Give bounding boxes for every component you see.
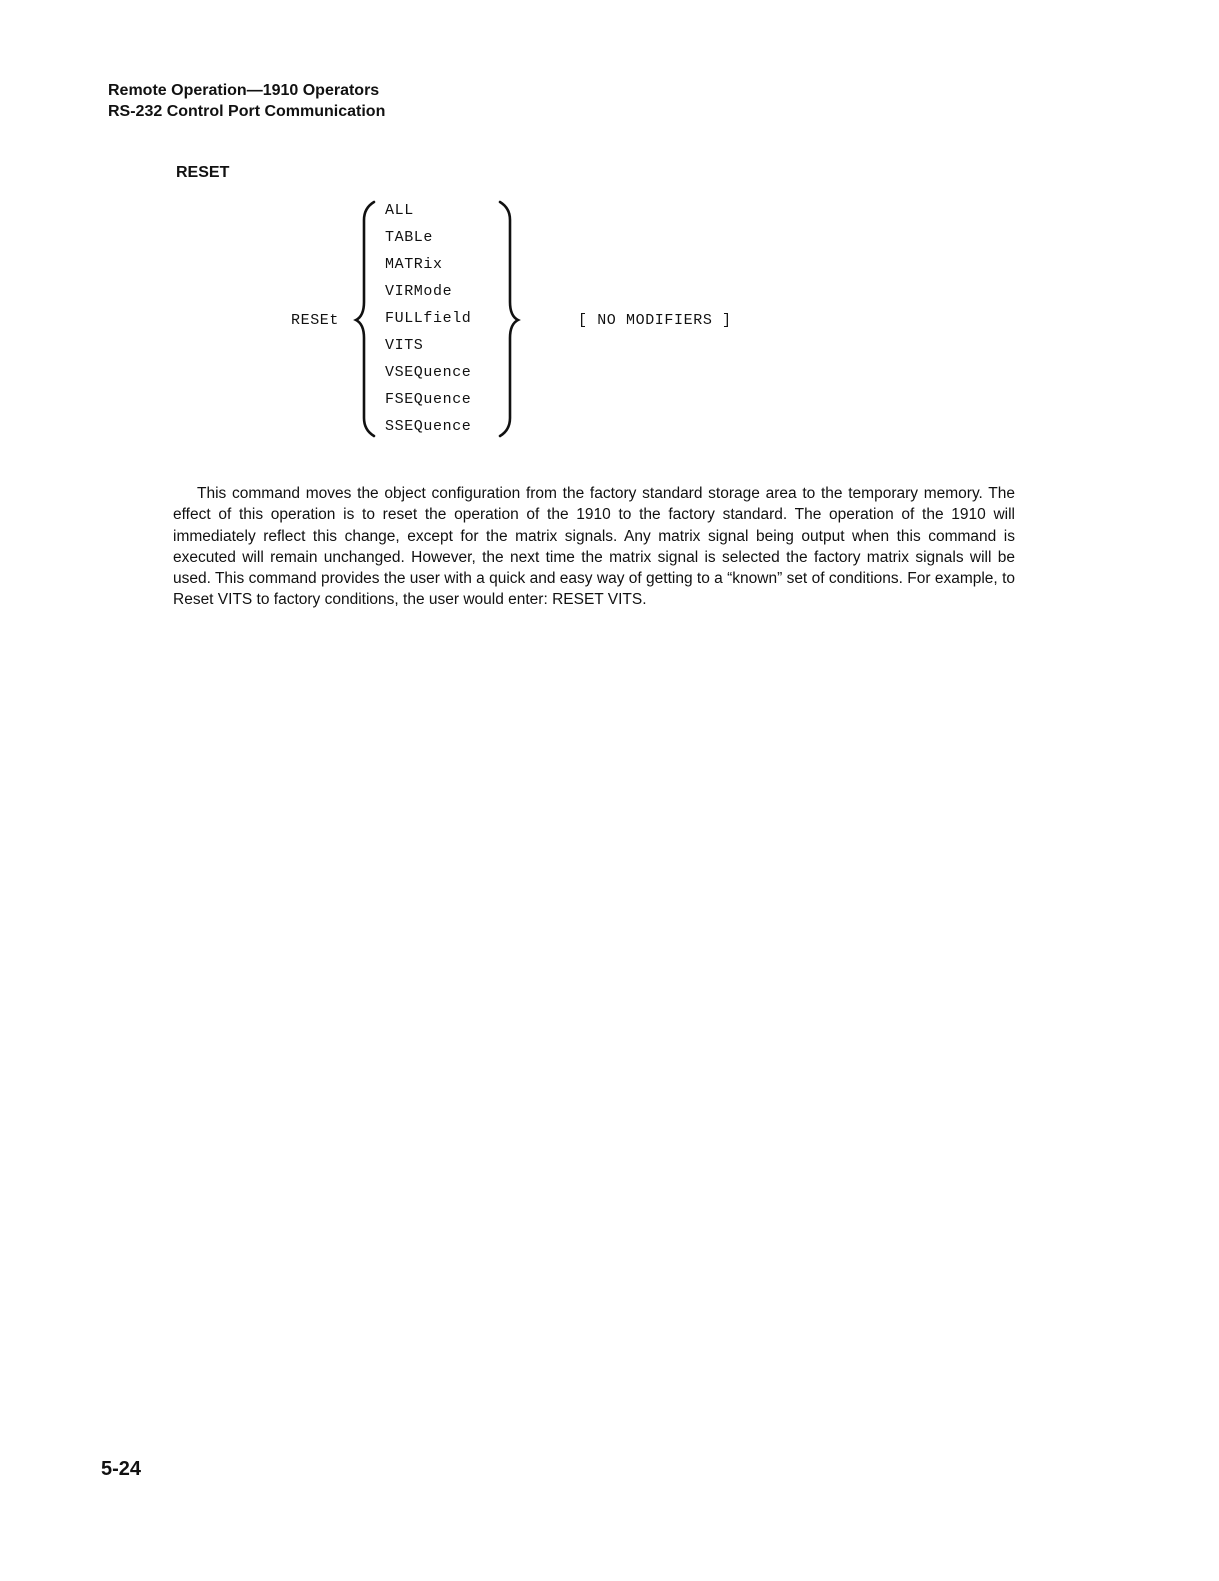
syntax-option: VIRMode	[385, 283, 453, 300]
syntax-diagram	[0, 0, 1219, 460]
description-paragraph: This command moves the object configuration from the factory standard storage area to the temporary memory. The effect of this operation is to reset the operation of the 1910 to the factory standard. The operation of the 1910 will immediately reflect this change, except for the matrix signals. Any matrix signal being output when this command is executed will remain unchanged. However, the next time the matrix signal is selected the factory matrix signals will be used. This command provides the user with a quick and easy way of getting to a “known” set of conditions. For example, to Reset VITS to factory conditions, the user would enter: RESET VITS.	[173, 485, 1015, 609]
page-number: 5-24	[101, 1458, 142, 1480]
syntax-option: VITS	[385, 337, 424, 354]
syntax-option: SSEQuence	[385, 418, 472, 435]
running-head-title: Remote Operation—1910 Operators	[108, 82, 380, 99]
left-brace-icon	[352, 198, 386, 438]
syntax-option: ALL	[385, 202, 414, 219]
section-heading: RESET	[176, 164, 230, 181]
syntax-option: TABLe	[385, 229, 434, 246]
right-brace-icon	[494, 198, 528, 438]
syntax-option: FSEQuence	[385, 391, 472, 408]
running-head-subtitle: RS-232 Control Port Communication	[108, 103, 386, 120]
syntax-modifiers: [ NO MODIFIERS ]	[578, 312, 732, 329]
syntax-option: FULLfield	[385, 310, 472, 327]
syntax-option: VSEQuence	[385, 364, 472, 381]
syntax-option: MATRix	[385, 256, 443, 273]
syntax-command: RESEt	[291, 312, 340, 329]
syntax-options-list	[385, 201, 471, 444]
